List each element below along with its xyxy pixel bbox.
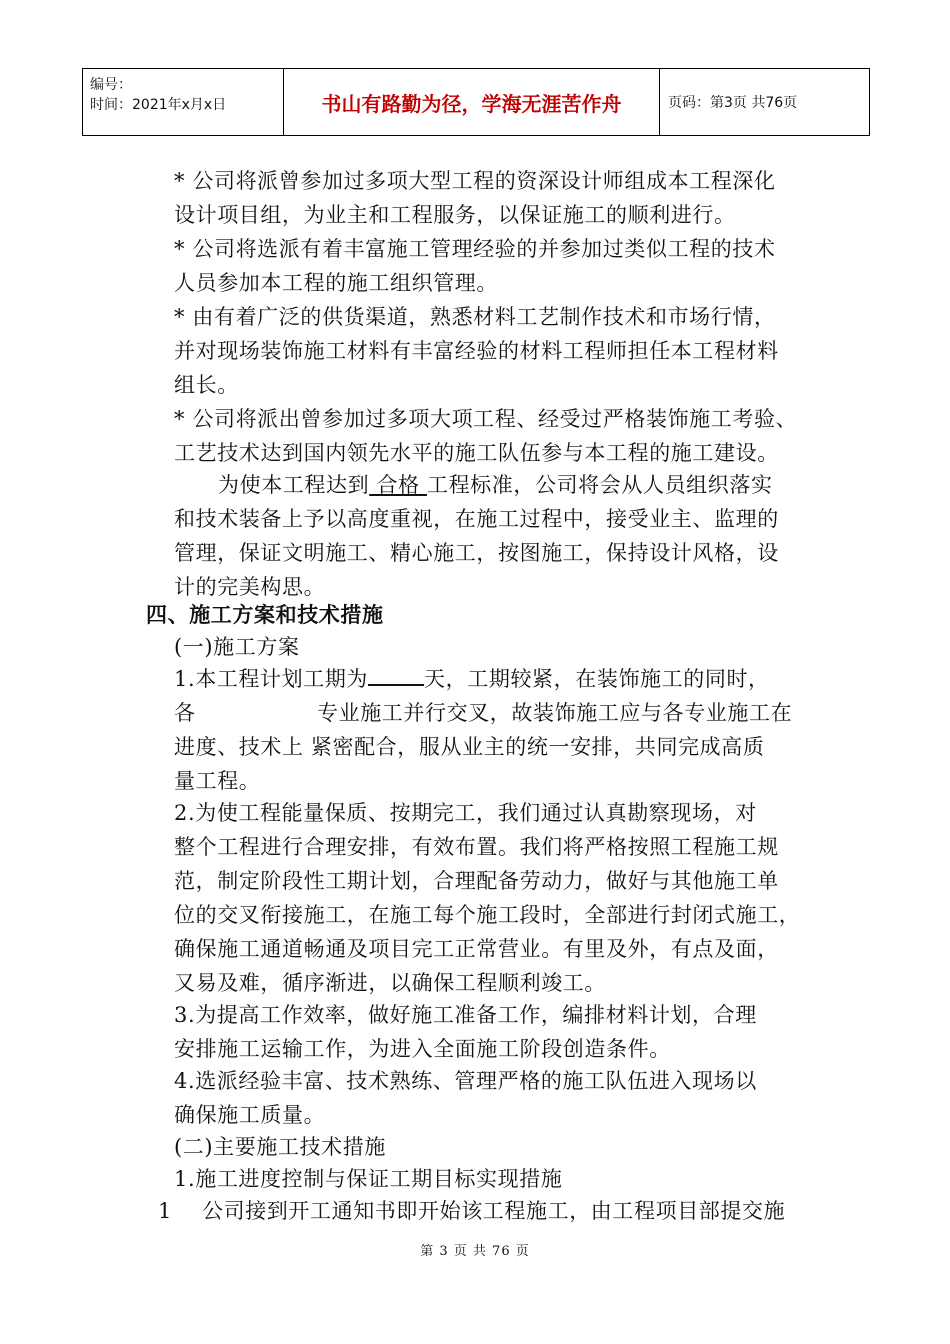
text-line: * 公司将选派有着丰富施工管理经验的并参加过类似工程的技术 [174, 237, 776, 261]
text-line [218, 468, 773, 502]
text-line: 确保施工质量。 [174, 1103, 326, 1127]
blank-field [368, 664, 424, 686]
page-footer: 第 3 页 共 76 页 [420, 1244, 530, 1259]
text-line: 各 [174, 701, 196, 725]
text-line: 组长。 [174, 373, 239, 397]
list-number: 1 [158, 1199, 172, 1223]
text-line: 整个工程进行合理安排，有效布置。我们将严格按照工程施工规 [174, 835, 779, 859]
text-line: 公司接到开工通知书即开始该工程施工，由工程项目部提交施 [202, 1199, 786, 1223]
underlined-standard: 合格 [369, 473, 427, 497]
text-line: 进度、技术上 紧密配合，服从业主的统一安排，共同完成高质 [174, 735, 765, 759]
header-page-info: 页码：第3页 共76页 [668, 95, 798, 111]
text-span: 工程标准，公司将会从人员组织落实 [426, 473, 773, 497]
text-line: 人员参加本工程的施工组织管理。 [174, 271, 498, 295]
header-meta [83, 69, 284, 135]
text-line: 并对现场装饰施工材料有丰富经验的材料工程师担任本工程材料 [174, 339, 779, 363]
text-line: 3.为提高工作效率，做好施工准备工作，编排材料计划，合理 [174, 1003, 757, 1027]
text-line: 和技术装备上予以高度重视，在施工过程中，接受业主、监理的 [174, 507, 779, 531]
text-line: * 公司将派出曾参加过多项大项工程、经受过严格装饰施工考验、 [174, 407, 798, 431]
text-line: 管理，保证文明施工、精心施工，按图施工，保持设计风格，设 [174, 541, 779, 565]
text-line: * 公司将派曾参加过多项大型工程的资深设计师组成本工程深化 [174, 169, 776, 193]
text-line: 计的完美构思。 [174, 575, 326, 599]
header-motto: 书山有路勤为径，学海无涯苦作舟 [284, 69, 660, 135]
text-line: 工艺技术达到国内领先水平的施工队伍参与本工程的施工建设。 [174, 441, 779, 465]
text-line: 量工程。 [174, 769, 261, 793]
text-line: 又易及难，循序渐进，以确保工程顺利竣工。 [174, 971, 606, 995]
header-table [82, 68, 870, 136]
section-heading: 四、施工方案和技术措施 [146, 603, 384, 627]
text-line [174, 662, 770, 696]
text-line: * 由有着广泛的供货渠道，熟悉材料工艺制作技术和市场行情， [174, 305, 776, 329]
text-line: 确保施工通道畅通及项目完工正常营业。有里及外，有点及面， [174, 937, 779, 961]
time-label: 时间：2021年x月x日 [90, 97, 227, 113]
number-label: 编号： [90, 77, 132, 93]
text-line: 2.为使工程能量保质、按期完工，我们通过认真勘察现场，对 [174, 801, 757, 825]
text-span: 天，工期较紧，在装饰施工的同时， [424, 667, 770, 691]
text-line: 范，制定阶段性工期计划，合理配备劳动力，做好与其他施工单 [174, 869, 779, 893]
text-line: 1.施工进度控制与保证工期目标实现措施 [174, 1167, 563, 1191]
text-span: 为使本工程达到 [218, 473, 370, 497]
text-line: 安排施工运输工作，为进入全面施工阶段创造条件。 [174, 1037, 671, 1061]
text-line: 4.选派经验丰富、技术熟练、管理严格的施工队伍进入现场以 [174, 1069, 757, 1093]
subsection-heading: (一)施工方案 [174, 635, 300, 659]
text-line: 专业施工并行交叉，故装饰施工应与各专业施工在 [317, 701, 793, 725]
text-span: 1.本工程计划工期为 [174, 667, 369, 691]
text-line: 位的交叉衔接施工，在施工每个施工段时，全部进行封闭式施工， [174, 903, 801, 927]
text-line: 设计项目组，为业主和工程服务，以保证施工的顺利进行。 [174, 203, 736, 227]
subsection-heading: (二)主要施工技术措施 [174, 1135, 386, 1159]
